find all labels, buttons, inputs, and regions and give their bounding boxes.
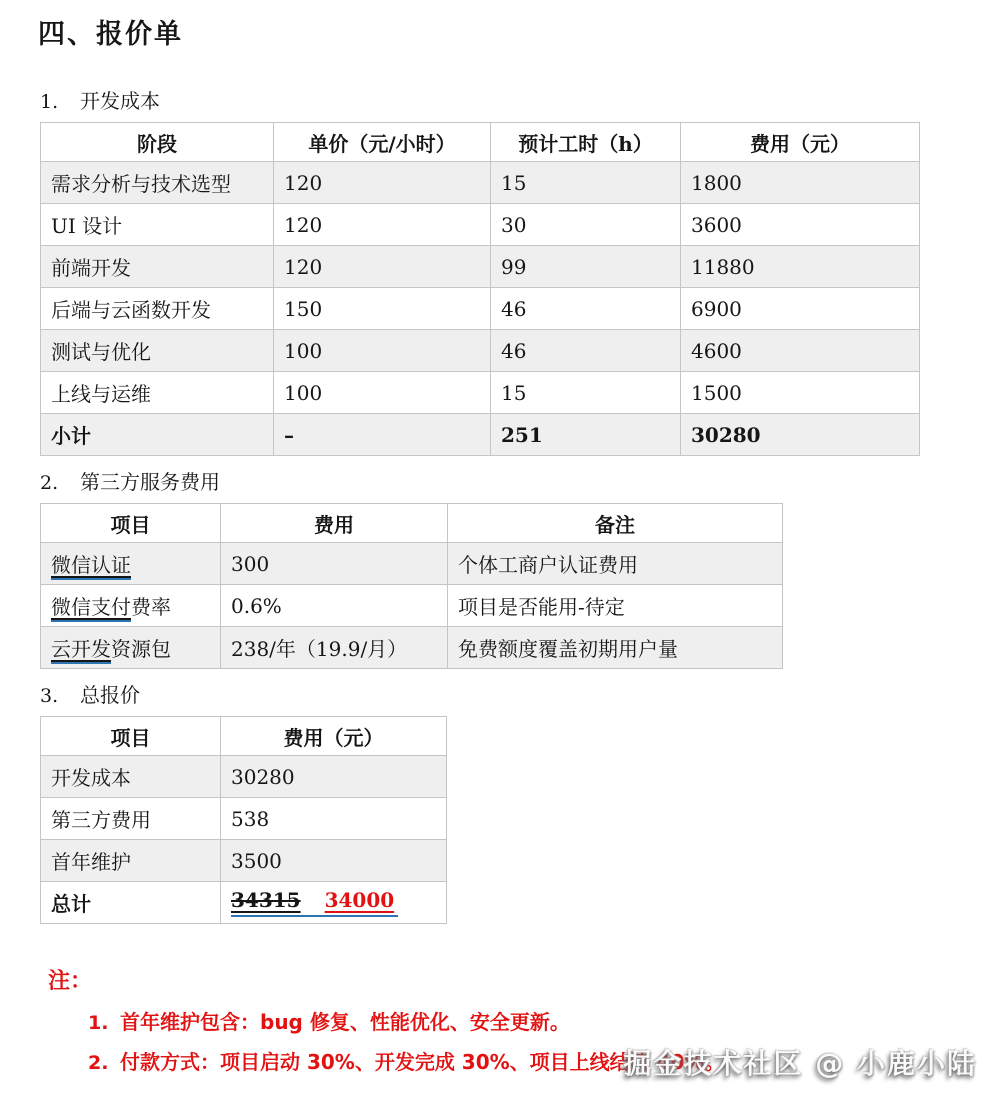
cost-cell: 1500 <box>681 372 920 414</box>
table-row <box>41 585 783 627</box>
fee-cell: 3500 <box>221 840 447 882</box>
subtotal-hours: 251 <box>491 414 681 456</box>
dev-cost-table <box>40 122 920 456</box>
total-table <box>40 716 447 924</box>
section-heading-third-party <box>40 469 971 496</box>
revision-underlined-text: 微信认证 <box>51 553 131 580</box>
section-number: 2. <box>40 472 59 494</box>
note-number: 2. <box>88 1052 109 1074</box>
item-cell <box>41 627 221 669</box>
stage-cell: 前端开发 <box>41 246 274 288</box>
fee-cell: 538 <box>221 798 447 840</box>
header-cost: 费用（元） <box>681 123 920 162</box>
section-heading-total <box>40 682 971 709</box>
cost-cell: 3600 <box>681 204 920 246</box>
fee-cell: 30280 <box>221 756 447 798</box>
stage-cell: UI 设计 <box>41 204 274 246</box>
stage-cell: 后端与云函数开发 <box>41 288 274 330</box>
grand-total-row <box>41 882 447 924</box>
table-header-row <box>41 504 783 543</box>
unit-price-cell: 120 <box>274 204 491 246</box>
table-row <box>41 204 920 246</box>
third-party-table <box>40 503 783 669</box>
item-cell <box>41 543 221 585</box>
note-number: 1. <box>88 1012 109 1034</box>
stage-cell: 测试与优化 <box>41 330 274 372</box>
item-rest-text: 费率 <box>131 595 171 619</box>
table-row <box>41 330 920 372</box>
cost-cell: 11880 <box>681 246 920 288</box>
cost-cell: 4600 <box>681 330 920 372</box>
hours-cell: 46 <box>491 288 681 330</box>
table-row <box>41 246 920 288</box>
table-row <box>41 288 920 330</box>
note-text: 首年维护包含：bug 修复、性能优化、安全更新。 <box>120 1010 570 1034</box>
hours-cell: 46 <box>491 330 681 372</box>
note-cell: 个体工商户认证费用 <box>448 543 783 585</box>
hours-cell: 15 <box>491 372 681 414</box>
table-header-row <box>41 123 920 162</box>
unit-price-cell: 120 <box>274 162 491 204</box>
table-row <box>41 627 783 669</box>
grand-total-label: 总计 <box>41 882 221 924</box>
cost-cell: 1800 <box>681 162 920 204</box>
cost-cell: 6900 <box>681 288 920 330</box>
note-text: 付款方式：项目启动 30%、开发完成 30%、项目上线结清 40%。 <box>120 1050 725 1074</box>
item-rest-text: 资源包 <box>111 637 171 661</box>
section-number: 3. <box>40 685 59 707</box>
section-label: 总报价 <box>80 683 140 707</box>
item-cell <box>41 585 221 627</box>
unit-price-cell: 100 <box>274 330 491 372</box>
revision-underlined-text: 微信支付 <box>51 595 131 622</box>
hours-cell: 30 <box>491 204 681 246</box>
grand-total-old-value: 34315 <box>231 888 301 912</box>
hours-cell: 15 <box>491 162 681 204</box>
fee-cell: 238/年（19.9/月） <box>221 627 448 669</box>
header-fee: 费用 <box>221 504 448 543</box>
table-row <box>41 798 447 840</box>
unit-price-cell: 120 <box>274 246 491 288</box>
stage-cell: 上线与运维 <box>41 372 274 414</box>
header-fee: 费用（元） <box>221 717 447 756</box>
fee-cell: 300 <box>221 543 448 585</box>
header-stage: 阶段 <box>41 123 274 162</box>
stage-cell: 需求分析与技术选型 <box>41 162 274 204</box>
section-label: 第三方服务费用 <box>80 470 220 494</box>
subtotal-unit-price: – <box>274 414 491 456</box>
item-cell: 首年维护 <box>41 840 221 882</box>
header-unit-price: 单价（元/小时） <box>274 123 491 162</box>
unit-price-cell: 100 <box>274 372 491 414</box>
hours-cell: 99 <box>491 246 681 288</box>
table-header-row <box>41 717 447 756</box>
subtotal-cost: 30280 <box>681 414 920 456</box>
table-row <box>41 162 920 204</box>
grand-total-values <box>231 888 398 917</box>
section-heading-dev-cost <box>40 88 971 115</box>
fee-cell: 0.6% <box>221 585 448 627</box>
subtotal-row <box>41 414 920 456</box>
item-cell: 第三方费用 <box>41 798 221 840</box>
table-row <box>41 543 783 585</box>
page-title: 四、报价单 <box>38 19 183 50</box>
header-hours: 预计工时（h） <box>491 123 681 162</box>
note-cell: 免费额度覆盖初期用户量 <box>448 627 783 669</box>
table-row <box>41 372 920 414</box>
header-item: 项目 <box>41 717 221 756</box>
notes-label: 注： <box>48 969 93 994</box>
grand-total-new-value: 34000 <box>324 888 395 912</box>
note-cell: 项目是否能用-待定 <box>448 585 783 627</box>
revision-underlined-text: 云开发 <box>51 637 111 664</box>
table-row <box>41 756 447 798</box>
item-cell: 开发成本 <box>41 756 221 798</box>
section-number: 1. <box>40 91 59 113</box>
header-note: 备注 <box>448 504 783 543</box>
header-item: 项目 <box>41 504 221 543</box>
table-row <box>41 840 447 882</box>
subtotal-label: 小计 <box>41 414 274 456</box>
section-label: 开发成本 <box>80 89 160 113</box>
unit-price-cell: 150 <box>274 288 491 330</box>
note-item <box>88 1009 971 1036</box>
watermark: 掘金技术社区 @ 小鹿小陆 <box>623 1047 977 1080</box>
grand-total-cell <box>221 882 447 924</box>
